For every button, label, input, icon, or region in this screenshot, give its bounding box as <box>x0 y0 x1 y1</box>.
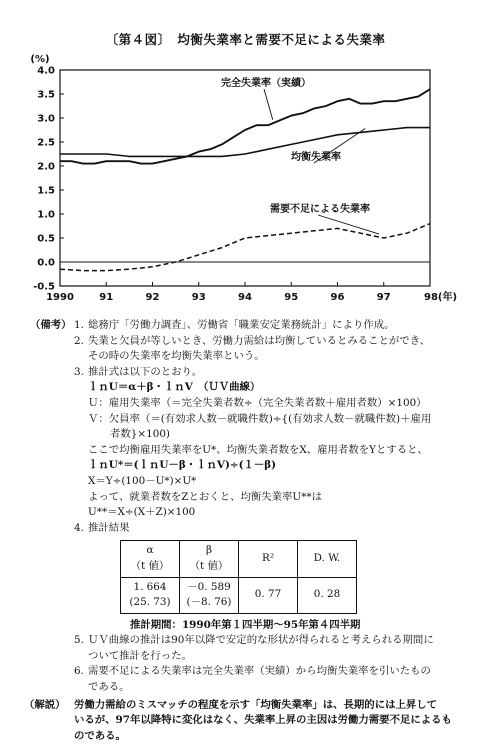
note-6-num: 6. <box>74 665 84 678</box>
explanation-line-1: 労働力需給のミスマッチの程度を示す「均衡失業率」は、長期的には上昇して <box>74 698 438 711</box>
line-chart <box>0 0 491 310</box>
formula-uv: ｌｎU＝α＋β・ｌｎV （ＵＶ曲線） <box>88 381 261 394</box>
explanation-line-2: いるが、97年以降特に変化はなく、失業率上昇の主因は労働力需要不足によるも <box>74 714 452 727</box>
y-tick-label: 3.5 <box>37 89 55 101</box>
notes-section <box>24 318 482 744</box>
y-tick-label: -0.5 <box>33 281 55 293</box>
label-demand-deficient-unemployment: 需要不足による失業率 <box>270 204 370 215</box>
x-tick-label: 95 <box>284 292 299 303</box>
table-cell-beta: －0. 589 (－8. 76) <box>180 577 239 613</box>
table-cell-r2: 0. 77 <box>239 577 298 613</box>
note-5-num: 5. <box>74 634 84 647</box>
note-1-text: 総務庁「労働力調査」、労働省「職業安定業務統計」により作成。 <box>88 319 395 331</box>
table-header-beta: β （t 値） <box>180 541 239 577</box>
note-3-text: 推計式は以下のとおり。 <box>88 365 203 378</box>
regression-table <box>120 540 357 613</box>
formula-ustar: ｌｎU*＝(ｌｎU－β・ｌｎV)÷(１－β) <box>88 459 277 472</box>
series-line-demand-deficient-unemployment <box>60 224 430 271</box>
note-4-text: 推計結果 <box>88 521 130 534</box>
x-tick-label: 96 <box>330 292 345 303</box>
x-tick-label: 93 <box>191 292 206 303</box>
note-4-num: 4. <box>74 521 84 534</box>
table-cell-dw: 0. 28 <box>298 577 357 613</box>
x-tick-label: 97 <box>376 292 391 303</box>
series-line-actual-unemployment <box>60 89 430 163</box>
x-tick-label: 91 <box>99 292 114 303</box>
def-v: Ｖ：欠員率（＝(有効求人数－就職件数)÷{(有効求人数－就職件数)＋雇用 <box>88 412 432 425</box>
x-tick-label: 92 <box>145 292 160 303</box>
def-u: Ｕ：雇用失業率（＝完全失業者数÷（完全失業者数＋雇用者数）×100） <box>88 396 427 409</box>
y-tick-label: 1.5 <box>37 185 55 197</box>
label-actual-unemployment: 完全失業率（実績） <box>221 78 311 89</box>
series-line-equilibrium-unemployment <box>60 128 430 157</box>
y-tick-label: 2.0 <box>37 161 55 173</box>
figure-title: 〔第４図〕 均衡失業率と需要不足による失業率 <box>105 32 386 47</box>
x-tick-label: 98(年) <box>424 292 458 303</box>
label-actual-unemployment-leader <box>264 89 273 120</box>
notes-label: （備考） <box>30 319 72 331</box>
note-5-cont: ついて推計を行った。 <box>88 649 192 662</box>
y-tick-label: 2.5 <box>37 137 55 149</box>
y-unit-label: (%) <box>30 54 50 65</box>
note-6-text: 需要不足による失業率は完全失業率（実績）から均衡失業率を引いたもの <box>88 665 431 678</box>
note-3-num: 3. <box>74 365 84 378</box>
note-define-ustar: ここで均衡雇用失業率をU*、均衡失業者数をX、雇用者数をYとすると、 <box>88 443 428 456</box>
note-2-cont: その時の失業率を均衡失業率という。 <box>88 350 265 363</box>
x-tick-label: 94 <box>238 292 252 303</box>
y-tick-label: 3.0 <box>37 113 55 125</box>
y-tick-label: 1.0 <box>37 209 55 221</box>
note-6-cont: である。 <box>88 681 130 694</box>
table-header-r2: R² <box>239 541 298 577</box>
table-cell-alpha: 1. 664 (25. 73) <box>121 577 180 613</box>
note-5-text: ＵＶ曲線の推計は90年以降で安定的な形状が得られると考えられる期間に <box>88 634 434 647</box>
table-header-dw: D. W. <box>298 541 357 577</box>
y-tick-label: 0.0 <box>37 257 55 269</box>
note-define-z: よって、就業者数をZとおくと、均衡失業率U**は <box>88 490 322 503</box>
note-2-num: 2. <box>74 334 84 347</box>
label-demand-deficient-unemployment-leader <box>318 215 379 234</box>
note-1-num: 1. <box>74 319 84 331</box>
y-tick-label: 0.5 <box>37 233 55 245</box>
formula-u2star: U**＝X÷(X＋Z)×100 <box>88 506 196 519</box>
formula-x: X＝Y÷(100－U*)×U* <box>88 474 197 487</box>
x-tick-label: 1990 <box>46 292 74 303</box>
explanation-label: （解説） <box>24 698 66 711</box>
estimation-period: 推計期間：1990年第１四半期～95年第４四半期 <box>130 618 361 631</box>
label-equilibrium-unemployment: 均衡失業率 <box>291 152 341 163</box>
def-v-cont: 者数}×100) <box>110 428 170 441</box>
table-header-alpha: α （t 値） <box>121 541 180 577</box>
note-2-text: 失業と欠員が等しいとき、労働力需給は均衡しているとみることができ、 <box>88 334 431 347</box>
y-tick-label: 4.0 <box>37 65 55 77</box>
explanation-line-3: のである。 <box>74 729 126 742</box>
